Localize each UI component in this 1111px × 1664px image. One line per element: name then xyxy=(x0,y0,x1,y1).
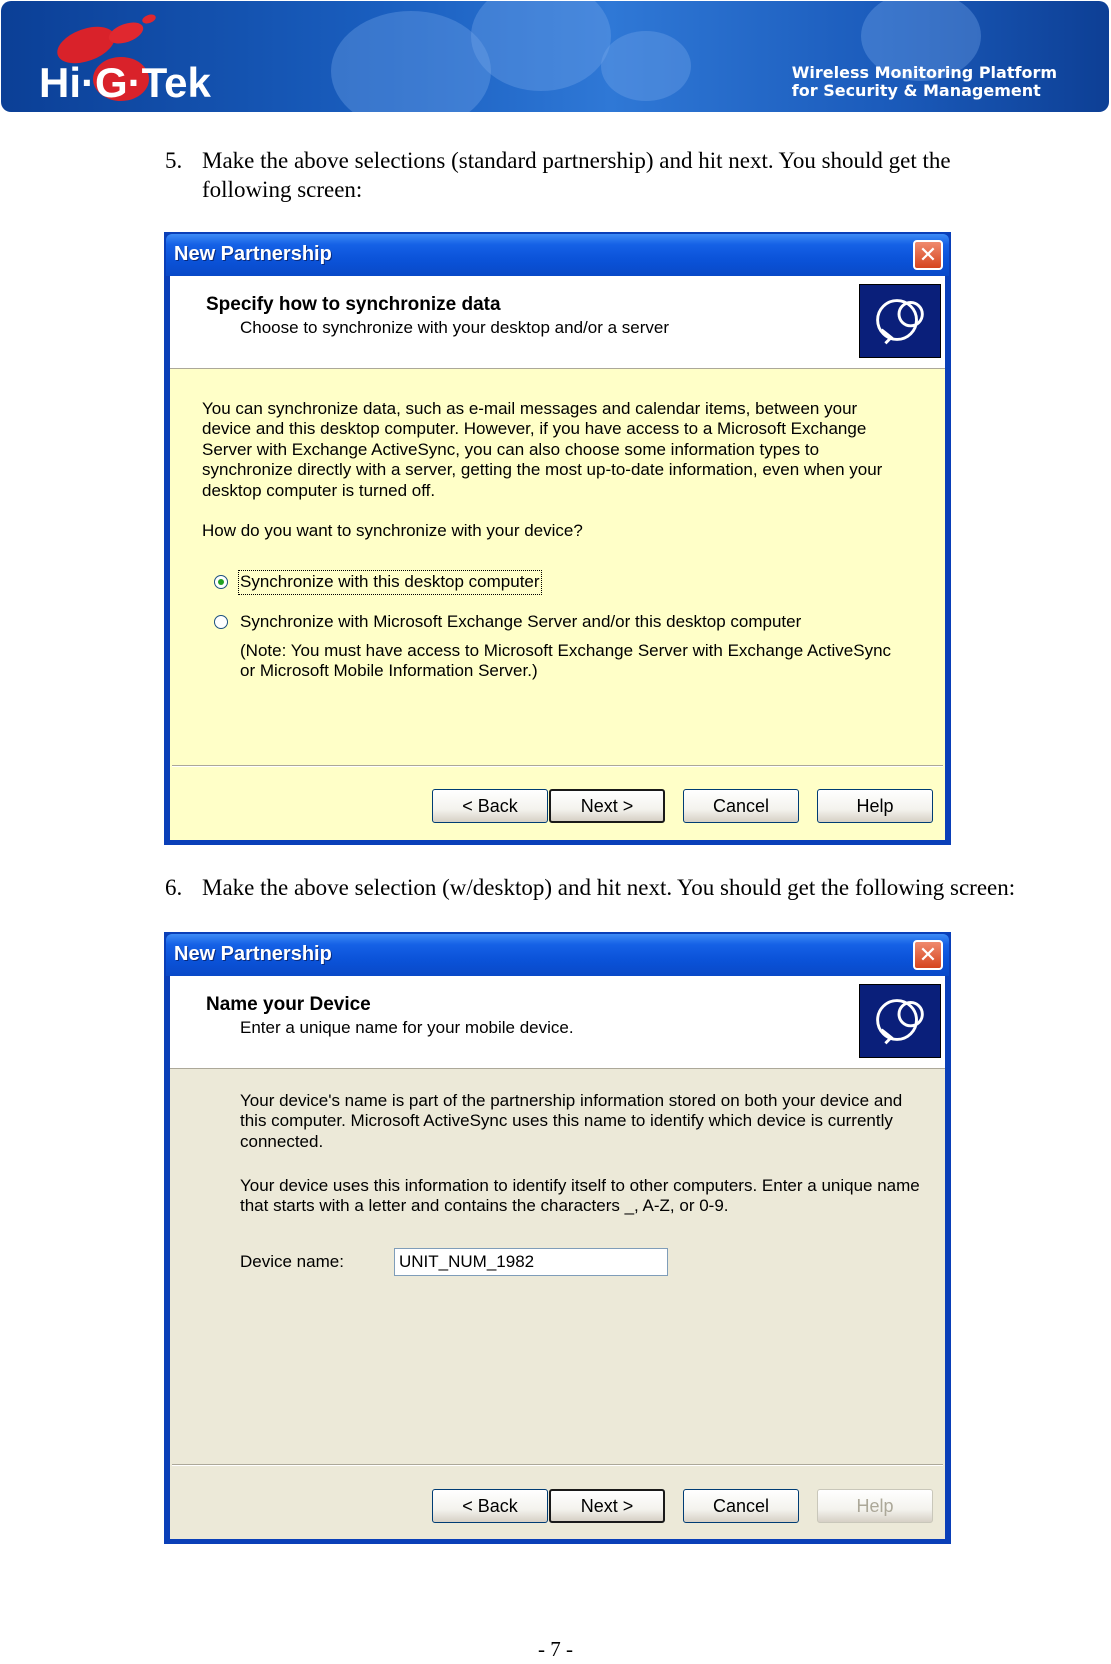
close-button[interactable]: ✕ xyxy=(913,240,943,270)
step-number: 5. xyxy=(165,148,183,173)
sync-desktop-radio[interactable] xyxy=(214,575,228,589)
info-text-line: Your device's name is part of the partnership information stored on both your device and xyxy=(240,1091,903,1110)
intro-text-line: You can synchronize data, such as e-mail messages and calendar items, between your xyxy=(202,399,858,418)
dialog-header xyxy=(170,976,945,1069)
sync-desktop-option-label[interactable]: Synchronize with this desktop computer xyxy=(240,572,540,591)
step-text: Make the above selection (w/desktop) and hit next. You should get the following screen: xyxy=(202,875,1016,900)
title-bar xyxy=(166,934,949,976)
cancel-button[interactable]: Cancel xyxy=(683,1489,799,1523)
help-button[interactable]: Help xyxy=(817,789,933,823)
back-button[interactable]: < Back xyxy=(432,789,548,823)
info-text-line: that starts with a letter and contains the characters _, A-Z, or 0-9. xyxy=(240,1196,729,1215)
new-partnership-dialog-sync xyxy=(164,232,951,845)
activesync-icon xyxy=(859,284,941,358)
footer-separator xyxy=(172,765,943,767)
dialog-subheading: Enter a unique name for your mobile device. xyxy=(240,1018,574,1037)
sync-question: How do you want to synchronize with your device? xyxy=(202,521,583,540)
close-button[interactable]: ✕ xyxy=(913,940,943,970)
footer-separator xyxy=(172,1464,943,1466)
tagline xyxy=(792,64,1057,100)
dialog-header xyxy=(170,276,945,369)
window-title: New Partnership xyxy=(174,243,332,265)
logo-text: Hi·G·Tek xyxy=(39,59,211,106)
info-text-line: this computer. Microsoft ActiveSync uses this name to identify which device is currently xyxy=(240,1111,893,1130)
new-partnership-dialog-name-device xyxy=(164,932,951,1544)
dialog-content xyxy=(170,976,945,1538)
banner-decoration xyxy=(331,11,491,112)
dialog-body xyxy=(170,1069,945,1539)
info-text-line: Your device uses this information to identify itself to other computers. Enter a unique name xyxy=(240,1176,920,1195)
dialog-content xyxy=(170,276,945,839)
dialog-body xyxy=(170,369,945,840)
dialog-heading: Name your Device xyxy=(206,994,371,1015)
device-name-label: Device name: xyxy=(240,1252,344,1271)
page-number: - 7 - xyxy=(538,1637,573,1661)
intro-text-line: Server with Exchange ActiveSync, you can also choose some information types to xyxy=(202,440,820,459)
dialog-heading: Specify how to synchronize data xyxy=(206,294,501,315)
tagline-line1: Wireless Monitoring Platform xyxy=(791,63,1057,82)
window-title: New Partnership xyxy=(174,943,332,965)
step-5 xyxy=(165,146,1045,204)
help-button: Help xyxy=(817,1489,933,1523)
device-name-input[interactable]: UNIT_NUM_1982 xyxy=(394,1248,668,1276)
tagline-line2: for Security & Management xyxy=(791,81,1041,100)
exchange-note-line: or Microsoft Mobile Information Server.) xyxy=(240,661,538,680)
step-text: Make the above selections (standard partnership) and hit next. You should get the following screen: xyxy=(202,148,951,202)
title-bar xyxy=(166,234,949,276)
intro-text-line: synchronize directly with a server, getting the most up-to-date information, even when your xyxy=(202,460,883,479)
exchange-note-line: (Note: You must have access to Microsoft Exchange Server with Exchange ActiveSync xyxy=(240,641,892,660)
banner-decoration xyxy=(471,1,611,91)
dialog-subheading: Choose to synchronize with your desktop and/or a server xyxy=(240,318,670,337)
header-banner xyxy=(1,1,1109,112)
step-6 xyxy=(165,873,1045,902)
next-button[interactable]: Next > xyxy=(549,1489,665,1523)
sync-exchange-radio[interactable] xyxy=(214,615,228,629)
intro-text-line: device and this desktop computer. However, if you have access to a Microsoft Exchange xyxy=(202,419,867,438)
sync-exchange-option-label[interactable]: Synchronize with Microsoft Exchange Server and/or this desktop computer xyxy=(240,612,802,631)
cancel-button[interactable]: Cancel xyxy=(683,789,799,823)
banner-decoration xyxy=(601,31,691,101)
info-text-line: connected. xyxy=(240,1132,324,1151)
next-button[interactable]: Next > xyxy=(549,789,665,823)
step-number: 6. xyxy=(165,875,183,900)
intro-text-line: desktop computer is turned off. xyxy=(202,481,436,500)
activesync-icon xyxy=(859,984,941,1058)
back-button[interactable]: < Back xyxy=(432,1489,548,1523)
